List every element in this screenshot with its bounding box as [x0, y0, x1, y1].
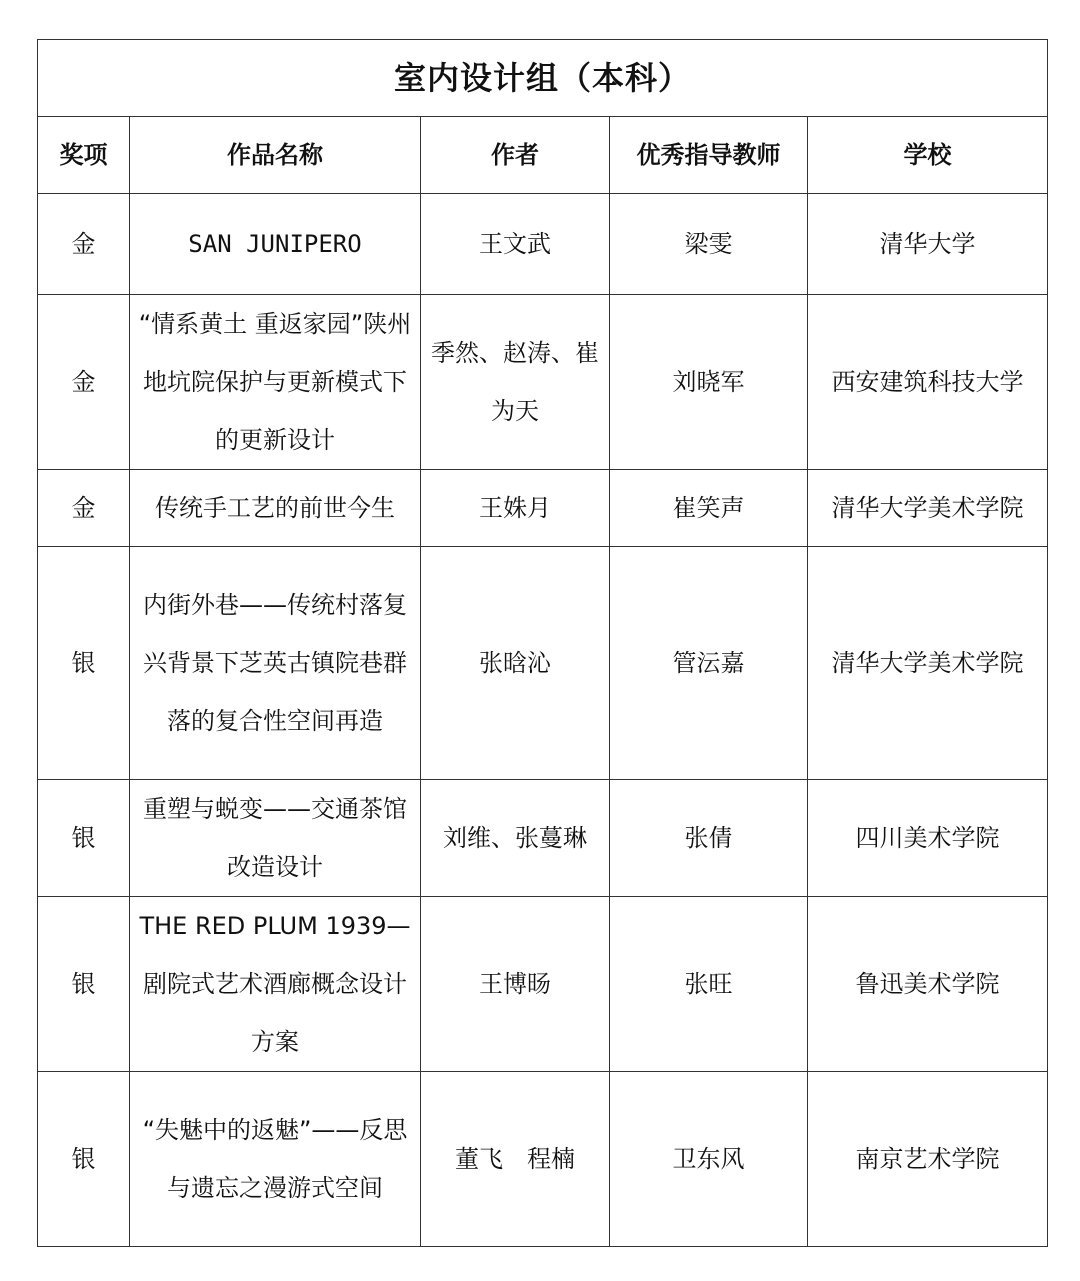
work-cell: SAN JUNIPERO — [130, 194, 421, 295]
title-row — [38, 40, 1048, 117]
work-cell: “情系黄土 重返家园”陕州地坑院保护与更新模式下的更新设计 — [130, 295, 421, 470]
award-cell: 金 — [38, 295, 130, 470]
author-cell: 张晗沁 — [421, 547, 610, 780]
award-cell: 银 — [38, 897, 130, 1072]
author-cell: 刘维、张蔓琳 — [421, 780, 610, 897]
header-author: 作者 — [421, 117, 610, 194]
award-cell: 银 — [38, 780, 130, 897]
award-cell: 银 — [38, 547, 130, 780]
school-cell: 四川美术学院 — [808, 780, 1048, 897]
advisor-cell: 张倩 — [610, 780, 808, 897]
table-row — [38, 547, 1048, 780]
work-cell: THE RED PLUM 1939—剧院式艺术酒廊概念设计方案 — [130, 897, 421, 1072]
table-title: 室内设计组（本科） — [38, 40, 1048, 117]
work-cell: 内街外巷——传统村落复兴背景下芝英古镇院巷群落的复合性空间再造 — [130, 547, 421, 780]
advisor-cell: 张旺 — [610, 897, 808, 1072]
table-row — [38, 1072, 1048, 1247]
table-row — [38, 194, 1048, 295]
school-cell: 清华大学美术学院 — [808, 470, 1048, 547]
table-row — [38, 897, 1048, 1072]
award-cell: 金 — [38, 194, 130, 295]
award-cell: 金 — [38, 470, 130, 547]
header-row — [38, 117, 1048, 194]
author-cell: 王姝月 — [421, 470, 610, 547]
work-cell: “失魅中的返魅”——反思与遗忘之漫游式空间 — [130, 1072, 421, 1247]
school-cell: 清华大学 — [808, 194, 1048, 295]
header-advisor: 优秀指导教师 — [610, 117, 808, 194]
school-cell: 西安建筑科技大学 — [808, 295, 1048, 470]
award-cell: 银 — [38, 1072, 130, 1247]
author-cell: 季然、赵涛、崔为天 — [421, 295, 610, 470]
table-row — [38, 470, 1048, 547]
advisor-cell: 卫东风 — [610, 1072, 808, 1247]
work-cell: 传统手工艺的前世今生 — [130, 470, 421, 547]
advisor-cell: 刘晓军 — [610, 295, 808, 470]
author-cell: 王文武 — [421, 194, 610, 295]
advisor-cell: 管沄嘉 — [610, 547, 808, 780]
author-cell: 王博旸 — [421, 897, 610, 1072]
work-cell: 重塑与蜕变——交通茶馆改造设计 — [130, 780, 421, 897]
table-row — [38, 295, 1048, 470]
school-cell: 清华大学美术学院 — [808, 547, 1048, 780]
header-work: 作品名称 — [130, 117, 421, 194]
header-award: 奖项 — [38, 117, 130, 194]
advisor-cell: 梁雯 — [610, 194, 808, 295]
table-row — [38, 780, 1048, 897]
awards-table — [37, 39, 1048, 1247]
author-cell: 董飞 程楠 — [421, 1072, 610, 1247]
school-cell: 鲁迅美术学院 — [808, 897, 1048, 1072]
header-school: 学校 — [808, 117, 1048, 194]
school-cell: 南京艺术学院 — [808, 1072, 1048, 1247]
advisor-cell: 崔笑声 — [610, 470, 808, 547]
